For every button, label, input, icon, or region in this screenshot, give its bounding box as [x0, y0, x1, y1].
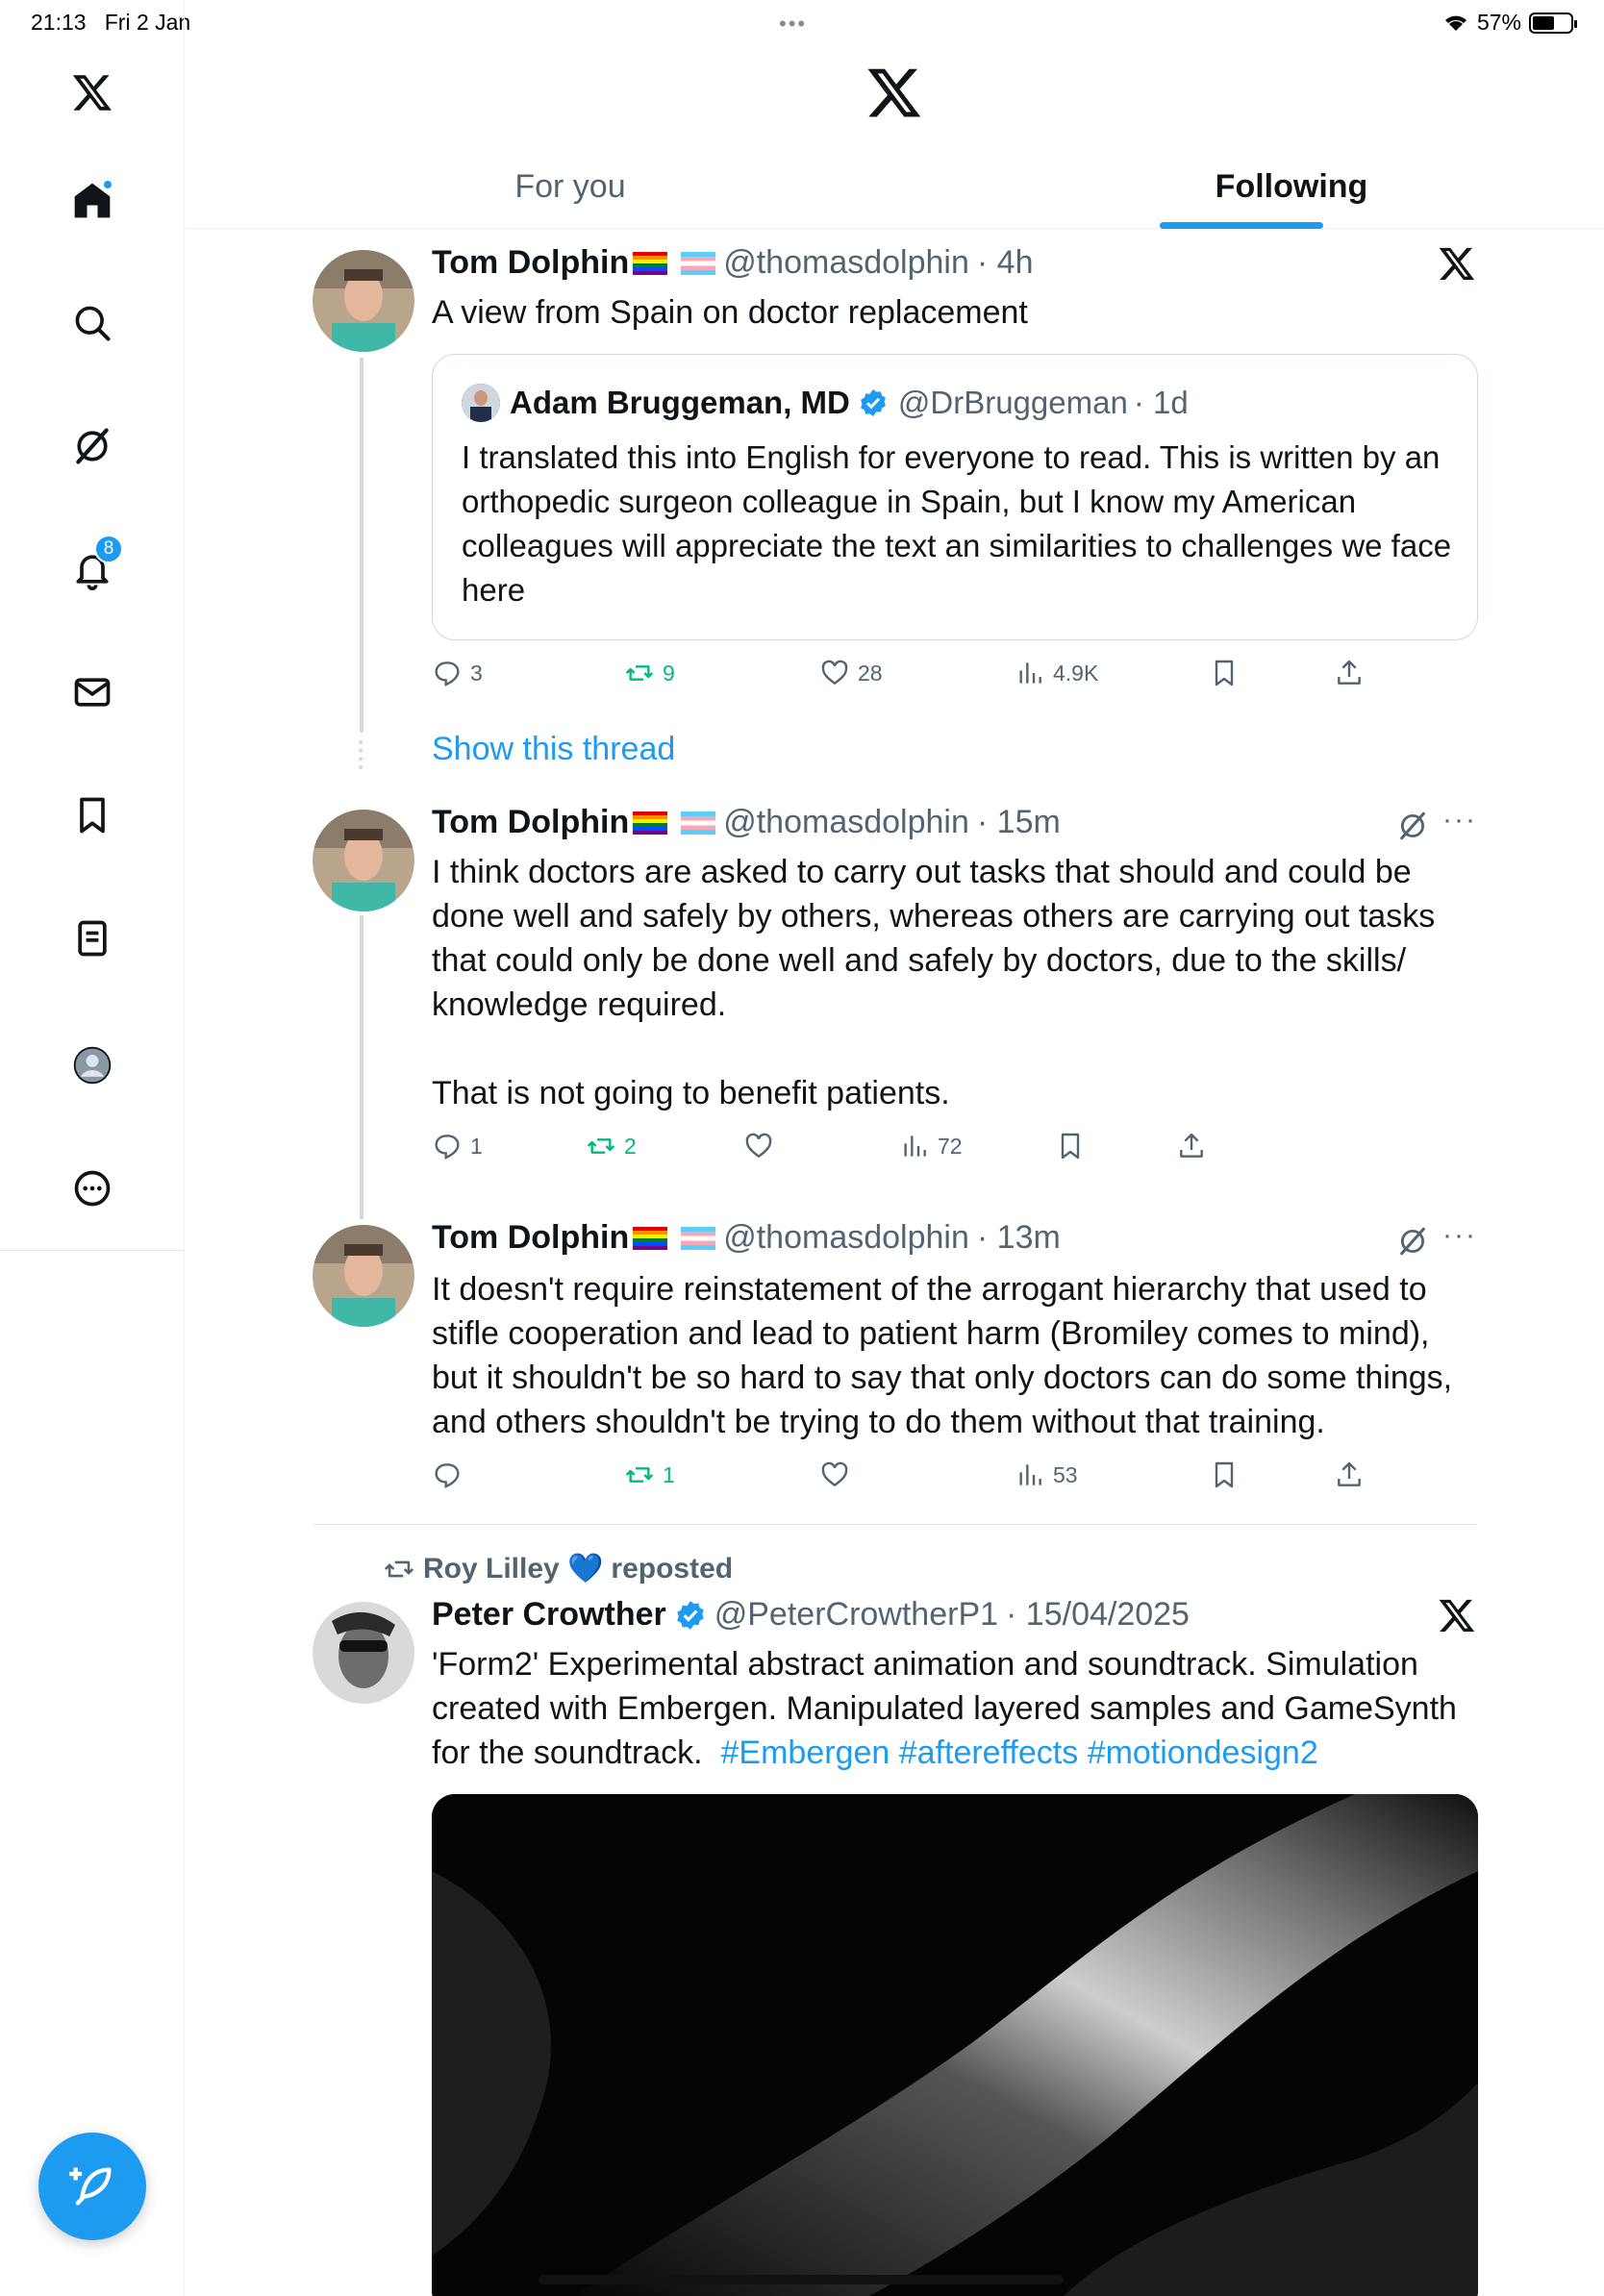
- share-upload-icon: [1334, 658, 1365, 688]
- reply-button[interactable]: [432, 1131, 483, 1161]
- avatar[interactable]: [313, 1602, 414, 1704]
- avatar[interactable]: [313, 1225, 414, 1327]
- author-handle[interactable]: @PeterCrowtherP1: [714, 1596, 999, 1633]
- quote-avatar: [462, 384, 500, 422]
- video-thumbnail: [432, 1794, 1478, 2296]
- like-button[interactable]: [819, 658, 883, 688]
- heart-icon: [819, 658, 850, 688]
- views-count: 53: [1053, 1461, 1078, 1487]
- reposter-name[interactable]: Roy Lilley 💙: [423, 1553, 604, 1585]
- sidebar: [0, 0, 185, 2296]
- bookmark-icon: [1209, 1460, 1240, 1490]
- tweet-actions: [432, 1131, 1355, 1173]
- repost-button[interactable]: [586, 1131, 637, 1161]
- quote-author-name[interactable]: Adam Bruggeman, MD: [510, 385, 850, 420]
- grok-icon[interactable]: [1396, 810, 1429, 842]
- repost-count: 2: [624, 1133, 637, 1159]
- hashtags[interactable]: #Embergen #aftereffects #motiondesign2: [720, 1734, 1318, 1771]
- views-button[interactable]: [899, 1131, 963, 1161]
- tweet-text: 'Form2' Experimental abstract animation and soundtrack. Simulation created with Embergen. Manipulated layered samples and GameSynth for the soundtrack. #Embergen #aftereffects #motiondesign2: [432, 1646, 1466, 1771]
- views-chart-icon: [899, 1131, 930, 1161]
- reply-bubble-icon: [432, 1460, 463, 1490]
- tweet-header: [432, 804, 1061, 841]
- show-this-thread-link[interactable]: Show this thread: [432, 731, 676, 767]
- repost-count: 1: [663, 1461, 675, 1487]
- thread-connector: [360, 915, 363, 1219]
- tweet-header: [432, 1219, 1061, 1257]
- like-count: 28: [858, 660, 883, 686]
- x-brand-icon[interactable]: [1438, 1596, 1480, 1638]
- quote-header: [462, 384, 1189, 422]
- tweet-header: [432, 1596, 1190, 1634]
- bookmark-icon: [1055, 1131, 1086, 1161]
- share-upload-icon: [1334, 1460, 1365, 1490]
- feather-plus-icon: [67, 2161, 117, 2211]
- repost-icon: [586, 1131, 616, 1161]
- reply-count: 3: [470, 660, 483, 686]
- home-icon[interactable]: [63, 171, 121, 229]
- battery-icon: [1529, 12, 1573, 34]
- x-logo-icon[interactable]: [63, 63, 121, 121]
- author-handle[interactable]: @thomasdolphin: [723, 244, 969, 281]
- reply-button[interactable]: [432, 658, 483, 688]
- lists-icon[interactable]: [63, 910, 121, 967]
- repost-context: [383, 1552, 733, 1585]
- quote-author-handle[interactable]: @DrBruggeman: [897, 385, 1128, 420]
- wifi-icon: [1442, 12, 1469, 34]
- compose-post-button[interactable]: [38, 2133, 146, 2240]
- like-button[interactable]: [819, 1460, 850, 1490]
- bookmark-button[interactable]: [1209, 658, 1240, 688]
- views-chart-icon: [1015, 658, 1045, 688]
- author-name[interactable]: Peter Crowther: [432, 1596, 666, 1633]
- verified-badge-icon: [858, 387, 889, 418]
- bookmark-icon: [1209, 658, 1240, 688]
- author-handle[interactable]: @thomasdolphin: [723, 804, 969, 840]
- tweet-text: A view from Spain on doctor replacement: [432, 294, 1028, 331]
- x-brand-icon[interactable]: [1438, 244, 1480, 287]
- repost-icon: [624, 658, 655, 688]
- more-options-icon[interactable]: [63, 1160, 121, 1217]
- heart-icon: [743, 1131, 774, 1161]
- notifications-bell-icon[interactable]: [63, 540, 121, 598]
- rainbow-flag-icon: [633, 811, 667, 835]
- bookmarks-icon[interactable]: [63, 786, 121, 844]
- share-button[interactable]: [1334, 658, 1365, 688]
- trans-flag-icon: [681, 811, 715, 835]
- repost-icon: [624, 1460, 655, 1490]
- rainbow-flag-icon: [633, 252, 667, 275]
- post-time: · 4h: [976, 244, 1034, 281]
- reply-button[interactable]: [432, 1460, 463, 1490]
- reply-bubble-icon: [432, 658, 463, 688]
- tweet-header: [432, 244, 1033, 282]
- home-unread-dot: [102, 179, 113, 190]
- quote-time: · 1d: [1133, 385, 1189, 420]
- active-tab-indicator: [1160, 222, 1323, 229]
- tweet-text: It doesn't require reinstatement of the arrogant hierarchy that used to stifle cooperation and lead to patient harm (Bromiley comes to mind), but it shouldn't be so hard to say that only doctors can do some things, and others shouldn't be trying to do them without that training.: [432, 1271, 1462, 1440]
- profile-avatar-icon[interactable]: [63, 1036, 121, 1094]
- tweet-actions: [432, 1460, 1355, 1502]
- repost-button[interactable]: [624, 1460, 675, 1490]
- multitasking-dots-icon[interactable]: •••: [779, 12, 808, 36]
- grok-icon[interactable]: [63, 417, 121, 475]
- repost-count: 9: [663, 660, 675, 686]
- x-logo-header-icon[interactable]: [865, 63, 923, 121]
- status-bar: [0, 0, 1604, 46]
- tweet-text: I think doctors are asked to carry out tasks that should and could be done well and safely by others, whereas others are carrying out tasks that could only be done well and safely by doctors, due to the skills/ knowledge required. That is not going to benefit patients.: [432, 854, 1436, 1111]
- tab-for-you[interactable]: For you: [514, 167, 626, 205]
- bookmark-button[interactable]: [1055, 1131, 1086, 1161]
- repost-icon: [383, 1553, 415, 1585]
- heart-icon: [819, 1460, 850, 1490]
- share-button[interactable]: [1176, 1131, 1207, 1161]
- quote-text: I translated this into English for everyone to read. This is written by an orthopedic surgeon colleague in Spain, but I know my American colleagues will appreciate the text an similarities to challenges we face here: [462, 439, 1452, 608]
- home-indicator[interactable]: [539, 2275, 1064, 2284]
- share-upload-icon: [1176, 1131, 1207, 1161]
- author-name[interactable]: Tom Dolphin: [432, 804, 630, 840]
- post-time: · 13m: [976, 1219, 1061, 1256]
- thread-gap-indicator: [359, 740, 364, 769]
- trans-flag-icon: [681, 1227, 715, 1250]
- video-media[interactable]: [432, 1794, 1478, 2296]
- author-handle[interactable]: @thomasdolphin: [723, 1219, 969, 1256]
- trans-flag-icon: [681, 252, 715, 275]
- like-button[interactable]: [743, 1131, 774, 1161]
- verified-badge-icon: [674, 1599, 707, 1632]
- rainbow-flag-icon: [633, 1227, 667, 1250]
- post-time: · 15m: [976, 804, 1061, 840]
- views-count: 4.9K: [1053, 660, 1099, 686]
- sidebar-divider: [0, 1250, 185, 1251]
- avatar[interactable]: [313, 810, 414, 911]
- reply-bubble-icon: [432, 1131, 463, 1161]
- views-button[interactable]: [1015, 658, 1098, 688]
- grok-icon[interactable]: [1396, 1225, 1429, 1258]
- views-count: 72: [938, 1133, 963, 1159]
- timeline-tabs: [186, 144, 1604, 229]
- views-button[interactable]: [1015, 1460, 1078, 1490]
- search-icon[interactable]: [63, 294, 121, 352]
- status-right: [1442, 10, 1573, 36]
- tab-following[interactable]: Following: [1215, 167, 1368, 205]
- quoted-tweet[interactable]: [432, 354, 1478, 640]
- author-name[interactable]: Tom Dolphin: [432, 244, 630, 281]
- author-name[interactable]: Tom Dolphin: [432, 1219, 630, 1256]
- messages-envelope-icon[interactable]: [63, 663, 121, 721]
- more-menu-icon[interactable]: ···: [1442, 804, 1477, 836]
- notifications-badge: 8: [94, 535, 123, 563]
- tweet-actions: [432, 658, 1355, 700]
- repost-button[interactable]: [624, 658, 675, 688]
- post-time: · 15/04/2025: [1006, 1596, 1190, 1633]
- views-chart-icon: [1015, 1460, 1045, 1490]
- battery-percent: 57%: [1476, 10, 1521, 35]
- avatar[interactable]: [313, 250, 414, 352]
- reply-count: 1: [470, 1133, 483, 1159]
- reposted-label: reposted: [611, 1552, 734, 1585]
- status-time: 21:13 Fri 2 Jan: [31, 10, 191, 35]
- more-menu-icon[interactable]: ···: [1442, 1219, 1477, 1251]
- tweet-separator: [313, 1524, 1478, 1525]
- bookmark-button[interactable]: [1209, 1460, 1240, 1490]
- thread-connector: [360, 358, 363, 733]
- share-button[interactable]: [1334, 1460, 1365, 1490]
